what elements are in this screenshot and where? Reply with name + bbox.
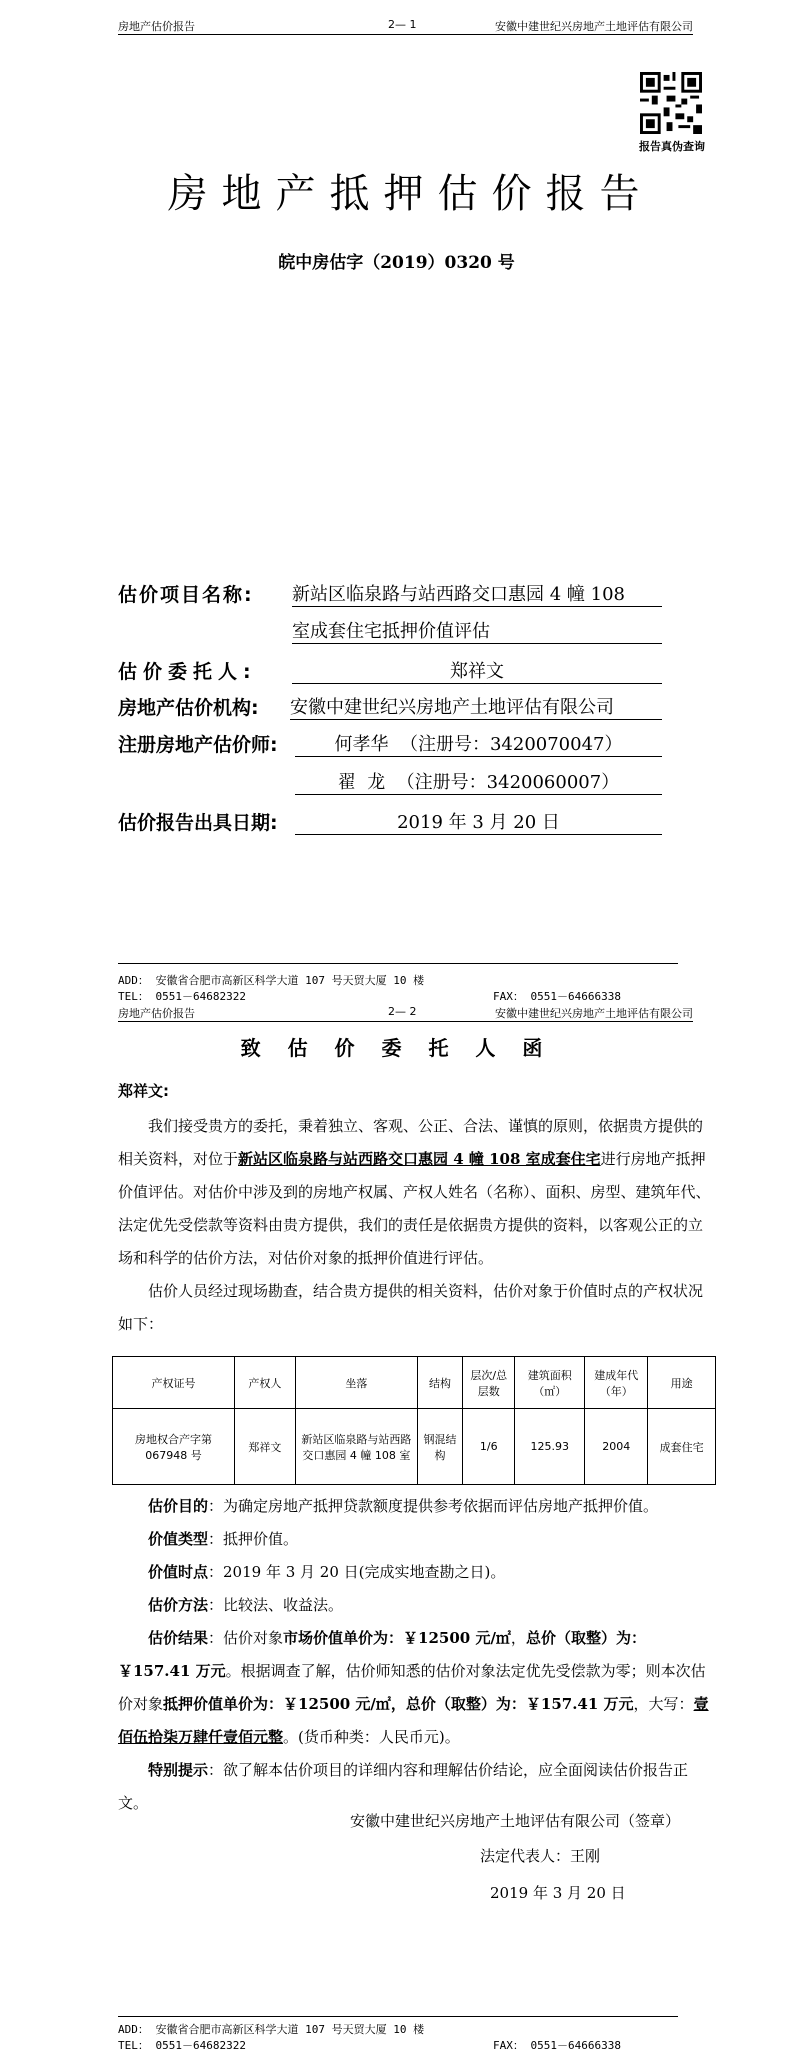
table-row: 房地权合产字第 067948 号 郑祥文 新站区临泉路与站西路交口惠园 4 幢 108 室 钢混结构 1/6 125.93 2004 成套住宅 bbox=[113, 1409, 716, 1485]
page1-footer bbox=[118, 972, 693, 1004]
table-header-row: 产权证号 产权人 坐落 结构 层次/总层数 建筑面积（㎡） 建成年代（年） 用途 bbox=[113, 1357, 716, 1409]
header-page-number: 2— 1 bbox=[388, 18, 417, 31]
purpose-line: 估价目的：为确定房地产抵押贷款额度提供参考依据而评估房地产抵押价值。 bbox=[148, 1497, 659, 1515]
letter-title: 致 估 价 委 托 人 函 bbox=[240, 1036, 553, 1060]
footer-tel: TEL： 0551－64682322 bbox=[118, 990, 246, 1003]
type-line: 价值类型：抵押价值。 bbox=[148, 1530, 299, 1548]
appraiser-label: 注册房地产估价师: bbox=[118, 734, 278, 756]
footer-address: ADD： 安徽省合肥市高新区科学大道 107 号天贸大厦 10 楼 bbox=[118, 974, 425, 987]
org-label: 房地产估价机构: bbox=[118, 697, 259, 719]
report-title: 房地产抵押估价报告 bbox=[167, 171, 654, 217]
time-line: 价值时点：2019 年 3 月 20 日(完成实地查勘之日)。 bbox=[148, 1563, 506, 1581]
footer-address: ADD： 安徽省合肥市高新区科学大道 107 号天贸大厦 10 楼 bbox=[118, 2023, 425, 2036]
salutation: 郑祥文: bbox=[118, 1082, 169, 1100]
qr-caption: 报告真伪查询 bbox=[639, 140, 705, 153]
footer-tel: TEL： 0551－64682322 bbox=[118, 2039, 246, 2052]
page1-header bbox=[118, 18, 693, 35]
appraiser-2: 翟 龙 （注册号：3420060007） bbox=[295, 768, 662, 795]
paragraph-2: 估价人员经过现场勘查，结合贵方提供的相关资料，估价对象于价值时点的产权状况如下： bbox=[118, 1282, 704, 1333]
result-paragraph: 估价结果：估价对象市场价值单价为：￥12500 元/㎡，总价（取整）为：￥157.41 万元。根据调查了解，估价师知悉的估价对象法定优先受偿款为零；则本次估价对象抵押价值单价为：￥12500 元/㎡，总价（取整）为：￥157.41 万元，大写：壹佰伍拾柒万肆仟壹佰元整。(货币种类：人民币元)。 bbox=[118, 1629, 709, 1746]
header-page-number: 2— 2 bbox=[388, 1005, 417, 1018]
note-paragraph: 特别提示：欲了解本估价项目的详细内容和理解估价结论，应全面阅读估价报告正文。 bbox=[118, 1761, 689, 1812]
letter-body bbox=[118, 1110, 716, 1341]
project-value-line1: 新站区临泉路与站西路交口惠园 4 幢 108 bbox=[292, 580, 662, 607]
header-left: 房地产估价报告 bbox=[118, 20, 195, 33]
page2-header bbox=[118, 1005, 693, 1022]
header-left: 房地产估价报告 bbox=[118, 1007, 195, 1020]
client-label: 估价委托人: bbox=[118, 661, 257, 683]
signature-representative: 法定代表人：王刚 bbox=[480, 1847, 601, 1865]
client-value: 郑祥文 bbox=[292, 657, 662, 684]
appraiser-1: 何孝华 （注册号：3420070047） bbox=[295, 730, 662, 757]
qr-code-icon[interactable] bbox=[640, 72, 702, 134]
report-number: 皖中房估字（2019）0320 号 bbox=[278, 253, 515, 273]
project-label: 估价项目名称: bbox=[118, 584, 254, 606]
header-right: 安徽中建世纪兴房地产土地评估有限公司 bbox=[495, 1007, 693, 1020]
project-value-line2: 室成套住宅抵押价值评估 bbox=[292, 617, 662, 644]
page2-footer bbox=[118, 2021, 693, 2053]
signature-date: 2019 年 3 月 20 日 bbox=[490, 1884, 626, 1902]
date-label: 估价报告出具日期: bbox=[118, 812, 278, 834]
page2-footer-rule bbox=[118, 2016, 678, 2017]
header-right: 安徽中建世纪兴房地产土地评估有限公司 bbox=[495, 20, 693, 33]
footer-fax: FAX： 0551－64666338 bbox=[493, 2039, 621, 2052]
paragraph-1: 我们接受贵方的委托，秉着独立、客观、公正、合法、谨慎的原则，依据贵方提供的相关资料，对位于新站区临泉路与站西路交口惠园 4 幢 108 室成套住宅进行房地产抵押价值评估。对估价中涉及到的房地产权属、产权人姓名（名称）、面积、房型、建筑年代、法定优先受偿款等资料由贵方提供，我们的责任是依据贵方提供的资料，以客观公正的立场和科学的估价方法，对估价对象的抵押价值进行评估。 bbox=[118, 1117, 711, 1267]
page1-footer-rule bbox=[118, 963, 678, 964]
property-table bbox=[112, 1356, 716, 1485]
signature-company: 安徽中建世纪兴房地产土地评估有限公司（签章） bbox=[350, 1812, 681, 1830]
org-value: 安徽中建世纪兴房地产土地评估有限公司 bbox=[290, 693, 662, 720]
date-value: 2019 年 3 月 20 日 bbox=[295, 808, 662, 835]
footer-fax: FAX： 0551－64666338 bbox=[493, 990, 621, 1003]
letter-details bbox=[118, 1490, 716, 1820]
method-line: 估价方法：比较法、收益法。 bbox=[148, 1596, 344, 1614]
